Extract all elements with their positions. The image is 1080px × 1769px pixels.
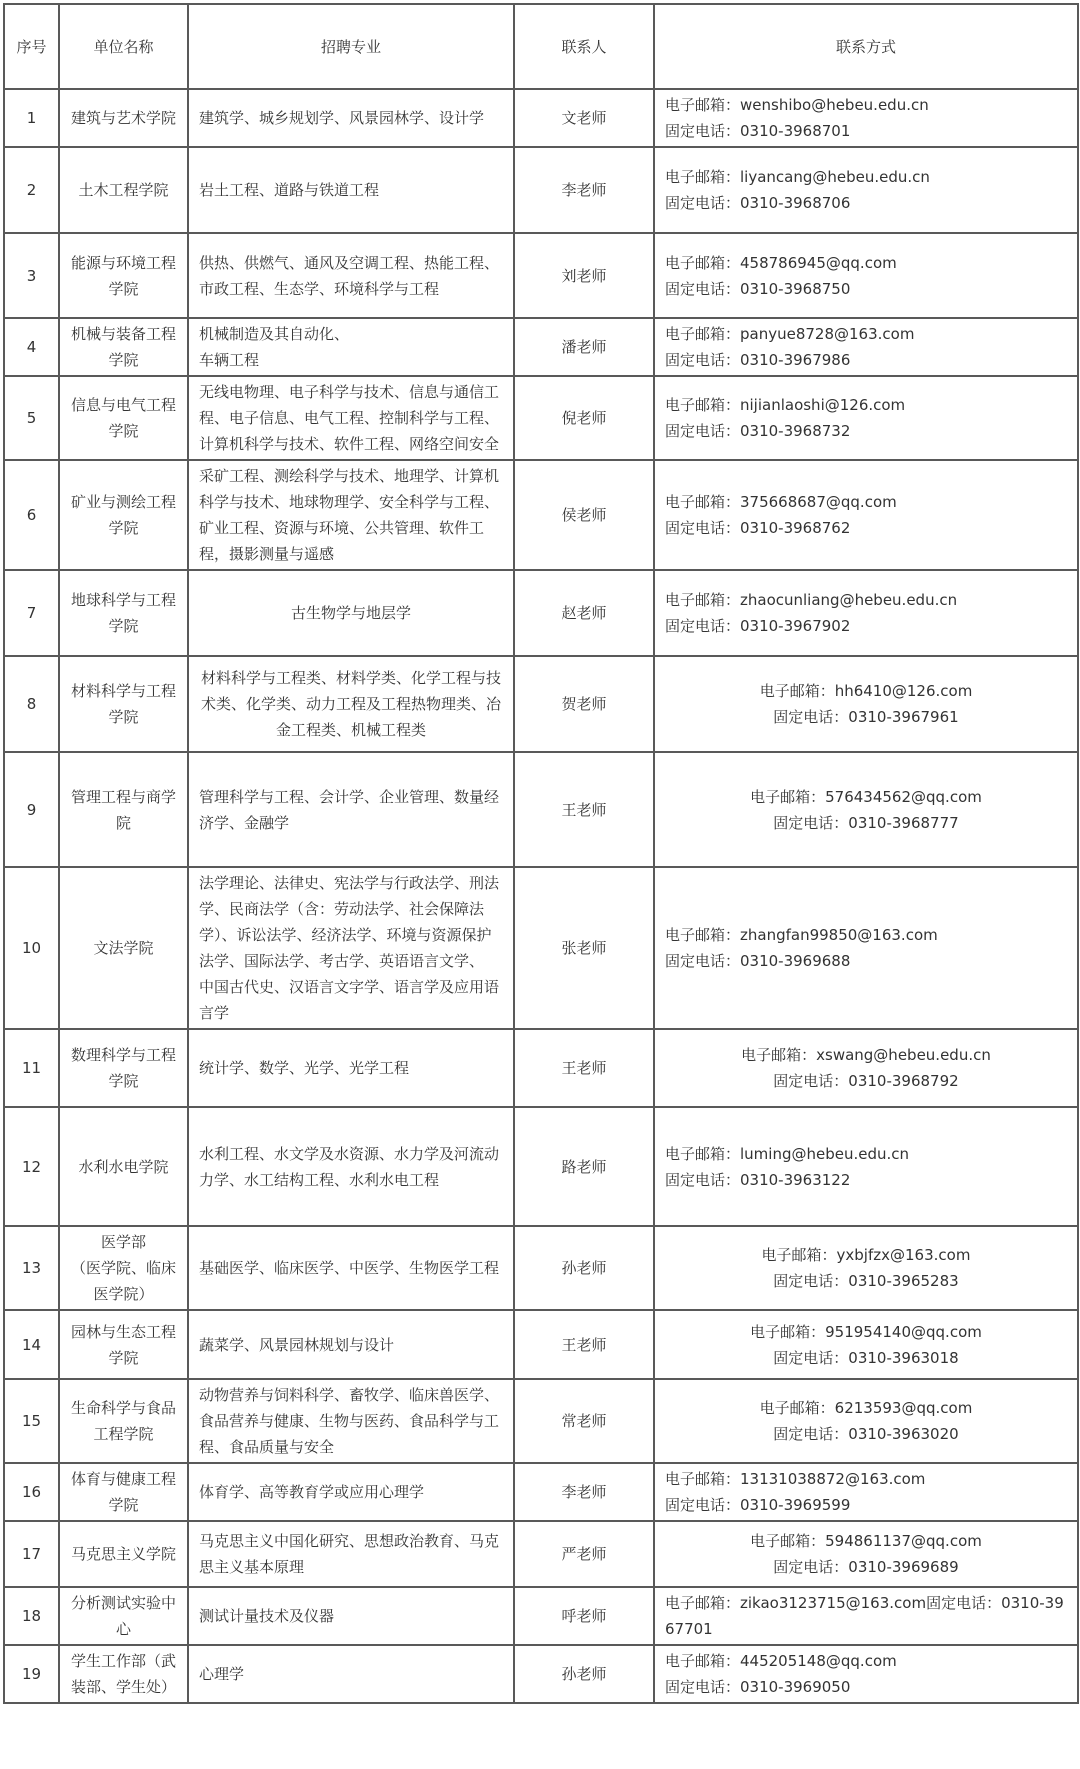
row-number: 6 xyxy=(4,460,59,570)
unit-name-text: 分析测试实验中心 xyxy=(70,1594,176,1638)
contact-phone: 固定电话：0310-3969050 xyxy=(665,1678,851,1696)
table-row xyxy=(4,1521,1078,1587)
row-number: 8 xyxy=(4,656,59,752)
unit-name-text: 矿业与测绘工程学院 xyxy=(70,493,176,537)
major-list xyxy=(188,89,514,147)
table-row xyxy=(4,1107,1078,1226)
major-list xyxy=(188,1463,514,1521)
contact-info xyxy=(654,1587,1078,1645)
major-text: 供热、供燃气、通风及空调工程、热能工程、市政工程、生态学、环境科学与工程 xyxy=(199,253,500,298)
unit-name-text: 数理科学与工程学院 xyxy=(70,1046,176,1090)
major-text: 水利工程、水文学及水资源、水力学及河流动力学、水工结构工程、水利水电工程 xyxy=(199,1144,500,1189)
unit-name-text: 马克思主义学院 xyxy=(70,1545,176,1563)
contact-info xyxy=(654,318,1078,376)
contact-person: 潘老师 xyxy=(514,318,654,376)
major-text: 心理学 xyxy=(199,1665,245,1683)
row-number: 9 xyxy=(4,752,59,867)
contact-email: 电子邮箱：458786945@qq.com xyxy=(665,253,897,272)
major-list xyxy=(188,1521,514,1587)
contact-email: 电子邮箱：wenshibo@hebeu.edu.cn xyxy=(665,96,929,114)
major-text: 古生物学与地层学 xyxy=(290,604,411,622)
unit-name xyxy=(59,1521,188,1587)
major-list xyxy=(188,752,514,867)
major-list xyxy=(188,1379,514,1463)
contact-phone: 固定电话：0310-3967961 xyxy=(773,708,959,726)
header-contact-person: 联系人 xyxy=(514,4,654,89)
contact-person: 赵老师 xyxy=(514,570,654,656)
contact-person: 张老师 xyxy=(514,867,654,1029)
unit-name-text: 医学部 xyxy=(100,1233,146,1251)
table-row xyxy=(4,1310,1078,1379)
unit-name-text: 能源与环境工程学院 xyxy=(70,253,176,298)
row-number: 13 xyxy=(4,1226,59,1310)
table-row xyxy=(4,1379,1078,1463)
row-number: 12 xyxy=(4,1107,59,1226)
contact-person: 孙老师 xyxy=(514,1226,654,1310)
contact-email: 电子邮箱：445205148@qq.com xyxy=(665,1652,897,1670)
contact-info xyxy=(654,752,1078,867)
major-list xyxy=(188,1310,514,1379)
major-text: 管理科学与工程、会计学、企业管理、数量经济学、金融学 xyxy=(199,787,500,832)
contact-email: 电子邮箱：liyancang@hebeu.edu.cn xyxy=(665,168,930,186)
major-text: 材料科学与工程类、材料学类、化学工程与技术类、化学类、动力工程及工程热物理类、冶金工程类、机械工程类 xyxy=(200,669,501,739)
contact-info xyxy=(654,1310,1078,1379)
contact-email: 电子邮箱：zhaocunliang@hebeu.edu.cn xyxy=(665,591,958,609)
row-number: 15 xyxy=(4,1379,59,1463)
contact-phone: 固定电话：0310-3968792 xyxy=(773,1072,959,1090)
contact-email: 电子邮箱：yxbjfzx@163.com xyxy=(761,1246,971,1264)
contact-phone: 固定电话：0310-3968732 xyxy=(665,422,851,440)
contact-person: 路老师 xyxy=(514,1107,654,1226)
contact-phone: 固定电话：0310-3967986 xyxy=(665,351,851,369)
contact-info xyxy=(654,1379,1078,1463)
major-text: 无线电物理、电子科学与技术、信息与通信工程、电子信息、电气工程、控制科学与工程、计算机科学与技术、软件工程、网络空间安全 xyxy=(199,383,500,453)
major-text: 机械制造及其自动化、 xyxy=(199,325,350,343)
unit-name-text-2: （医学院、临床医学院） xyxy=(70,1259,176,1303)
major-text: 蔬菜学、风景园林规划与设计 xyxy=(199,1335,395,1354)
contact-email: 电子邮箱：nijianlaoshi@126.com xyxy=(665,396,906,414)
unit-name xyxy=(59,147,188,233)
contact-phone: 固定电话：0310-3967902 xyxy=(665,617,851,635)
row-number: 7 xyxy=(4,570,59,656)
contact-email: 电子邮箱：panyue8728@163.com xyxy=(665,325,915,343)
unit-name-text: 土木工程学院 xyxy=(78,181,169,199)
contact-info xyxy=(654,1521,1078,1587)
major-text: 体育学、高等教育学或应用心理学 xyxy=(199,1483,425,1501)
unit-name xyxy=(59,752,188,867)
contact-info xyxy=(654,570,1078,656)
unit-name xyxy=(59,1029,188,1107)
contact-info xyxy=(654,1107,1078,1226)
major-text: 岩土工程、道路与铁道工程 xyxy=(199,181,380,199)
unit-name xyxy=(59,1226,188,1310)
contact-email: 电子邮箱：zikao3123715@163.com固定电话：0310-3967701 xyxy=(665,1594,1064,1638)
major-list xyxy=(188,233,514,318)
contact-email: 电子邮箱：576434562@qq.com xyxy=(750,787,982,806)
contact-person: 贺老师 xyxy=(514,656,654,752)
unit-name xyxy=(59,1379,188,1463)
contact-person: 王老师 xyxy=(514,1029,654,1107)
unit-name xyxy=(59,1645,188,1703)
contact-phone: 固定电话：0310-3963122 xyxy=(665,1170,851,1189)
unit-name xyxy=(59,376,188,460)
contact-phone: 固定电话：0310-3968706 xyxy=(665,194,851,212)
header-major: 招聘专业 xyxy=(188,4,514,89)
table-row xyxy=(4,1645,1078,1703)
contact-email: 电子邮箱：luming@hebeu.edu.cn xyxy=(665,1144,910,1163)
contact-info xyxy=(654,460,1078,570)
major-text: 采矿工程、测绘科学与技术、地理学、计算机科学与技术、地球物理学、安全科学与工程、矿业工程、资源与环境、公共管理、软件工程，摄影测量与遥感 xyxy=(199,467,500,563)
row-number: 11 xyxy=(4,1029,59,1107)
major-text: 马克思主义中国化研究、思想政治教育、马克思主义基本原理 xyxy=(199,1532,500,1576)
contact-email: 电子邮箱：hh6410@126.com xyxy=(759,682,973,700)
contact-email: 电子邮箱：375668687@qq.com xyxy=(665,493,897,511)
row-number: 1 xyxy=(4,89,59,147)
row-number: 14 xyxy=(4,1310,59,1379)
recruitment-table xyxy=(3,3,1079,1704)
contact-person: 王老师 xyxy=(514,1310,654,1379)
table-row xyxy=(4,752,1078,867)
unit-name xyxy=(59,318,188,376)
unit-name-text: 生命科学与食品工程学院 xyxy=(70,1399,176,1443)
header-unit: 单位名称 xyxy=(59,4,188,89)
table-row xyxy=(4,376,1078,460)
contact-phone: 固定电话：0310-3968762 xyxy=(665,519,851,537)
contact-person: 孙老师 xyxy=(514,1645,654,1703)
unit-name-text: 学生工作部（武装部、学生处） xyxy=(70,1652,176,1696)
unit-name xyxy=(59,233,188,318)
unit-name xyxy=(59,1463,188,1521)
unit-name-text: 建筑与艺术学院 xyxy=(70,109,176,127)
unit-name xyxy=(59,1107,188,1226)
unit-name-text: 材料科学与工程学院 xyxy=(70,682,176,726)
major-list xyxy=(188,460,514,570)
unit-name-text: 文法学院 xyxy=(93,939,154,957)
contact-email: 电子邮箱：6213593@qq.com xyxy=(759,1399,973,1417)
contact-person: 侯老师 xyxy=(514,460,654,570)
table-row xyxy=(4,318,1078,376)
major-list xyxy=(188,1107,514,1226)
row-number: 16 xyxy=(4,1463,59,1521)
row-number: 2 xyxy=(4,147,59,233)
major-list xyxy=(188,1587,514,1645)
table-row xyxy=(4,867,1078,1029)
contact-info xyxy=(654,233,1078,318)
major-text: 建筑学、城乡规划学、风景园林学、设计学 xyxy=(199,109,485,127)
major-list xyxy=(188,867,514,1029)
contact-info xyxy=(654,867,1078,1029)
contact-person: 王老师 xyxy=(514,752,654,867)
contact-phone: 固定电话：0310-3969689 xyxy=(773,1558,959,1576)
unit-name-text: 水利水电学院 xyxy=(78,1157,169,1176)
unit-name xyxy=(59,656,188,752)
row-number: 3 xyxy=(4,233,59,318)
unit-name-text: 体育与健康工程学院 xyxy=(70,1470,176,1514)
contact-info xyxy=(654,89,1078,147)
unit-name xyxy=(59,1587,188,1645)
contact-info xyxy=(654,1645,1078,1703)
unit-name-text: 管理工程与商学院 xyxy=(70,787,176,832)
table-row xyxy=(4,233,1078,318)
unit-name-text: 信息与电气工程学院 xyxy=(70,396,176,440)
header-contact-info: 联系方式 xyxy=(654,4,1078,89)
row-number: 4 xyxy=(4,318,59,376)
major-text: 动物营养与饲料科学、畜牧学、临床兽医学、食品营养与健康、生物与医药、食品科学与工程、食品质量与安全 xyxy=(199,1386,500,1456)
row-number: 5 xyxy=(4,376,59,460)
table-row xyxy=(4,570,1078,656)
unit-name-text: 地球科学与工程学院 xyxy=(70,591,176,635)
contact-person: 常老师 xyxy=(514,1379,654,1463)
table-row xyxy=(4,1029,1078,1107)
contact-info xyxy=(654,1226,1078,1310)
row-number: 10 xyxy=(4,867,59,1029)
major-list xyxy=(188,318,514,376)
header-row xyxy=(4,4,1078,89)
row-number: 17 xyxy=(4,1521,59,1587)
contact-info xyxy=(654,147,1078,233)
contact-info xyxy=(654,656,1078,752)
table-row xyxy=(4,1226,1078,1310)
row-number: 19 xyxy=(4,1645,59,1703)
contact-email: 电子邮箱：13131038872@163.com xyxy=(665,1470,926,1488)
major-list xyxy=(188,1645,514,1703)
unit-name-text: 机械与装备工程学院 xyxy=(70,325,176,369)
table-row xyxy=(4,89,1078,147)
unit-name xyxy=(59,1310,188,1379)
contact-phone: 固定电话：0310-3968750 xyxy=(665,279,851,298)
contact-phone: 固定电话：0310-3963020 xyxy=(773,1425,959,1443)
major-text: 测试计量技术及仪器 xyxy=(199,1607,335,1625)
major-list xyxy=(188,656,514,752)
unit-name xyxy=(59,460,188,570)
contact-email: 电子邮箱：951954140@qq.com xyxy=(750,1322,982,1341)
unit-name xyxy=(59,570,188,656)
contact-person: 刘老师 xyxy=(514,233,654,318)
major-text-2: 中国古代史、汉语言文字学、语言学及应用语言学 xyxy=(199,978,500,1022)
major-text: 统计学、数学、光学、光学工程 xyxy=(199,1059,410,1077)
contact-info xyxy=(654,1463,1078,1521)
contact-email: 电子邮箱：xswang@hebeu.edu.cn xyxy=(741,1046,991,1064)
contact-person: 倪老师 xyxy=(514,376,654,460)
unit-name xyxy=(59,89,188,147)
header-no: 序号 xyxy=(4,4,59,89)
contact-person: 呼老师 xyxy=(514,1587,654,1645)
contact-email: 电子邮箱：zhangfan99850@163.com xyxy=(665,926,938,944)
row-number: 18 xyxy=(4,1587,59,1645)
contact-phone: 固定电话：0310-3969688 xyxy=(665,952,851,970)
table-row xyxy=(4,656,1078,752)
major-list xyxy=(188,376,514,460)
major-list xyxy=(188,570,514,656)
contact-phone: 固定电话：0310-3969599 xyxy=(665,1496,851,1514)
contact-person: 严老师 xyxy=(514,1521,654,1587)
contact-person: 李老师 xyxy=(514,1463,654,1521)
contact-person: 文老师 xyxy=(514,89,654,147)
contact-info xyxy=(654,376,1078,460)
major-list xyxy=(188,147,514,233)
contact-phone: 固定电话：0310-3968701 xyxy=(665,122,851,140)
contact-person: 李老师 xyxy=(514,147,654,233)
table-row xyxy=(4,147,1078,233)
major-text-2: 车辆工程 xyxy=(199,351,260,369)
unit-name-text: 园林与生态工程学院 xyxy=(70,1322,176,1367)
major-list xyxy=(188,1226,514,1310)
major-list xyxy=(188,1029,514,1107)
contact-info xyxy=(654,1029,1078,1107)
unit-name xyxy=(59,867,188,1029)
table-row xyxy=(4,1587,1078,1645)
contact-phone: 固定电话：0310-3968777 xyxy=(773,813,959,832)
major-text: 基础医学、临床医学、中医学、生物医学工程 xyxy=(199,1259,500,1277)
contact-phone: 固定电话：0310-3963018 xyxy=(773,1348,959,1367)
table-row xyxy=(4,1463,1078,1521)
table-row xyxy=(4,460,1078,570)
contact-phone: 固定电话：0310-3965283 xyxy=(773,1272,959,1290)
major-text: 法学理论、法律史、宪法学与行政法学、刑法学、民商法学（含：劳动法学、社会保障法学）、诉讼法学、经济法学、环境与资源保护法学、国际法学、考古学、英语语言文学、 xyxy=(199,874,500,970)
contact-email: 电子邮箱：594861137@qq.com xyxy=(750,1532,982,1550)
